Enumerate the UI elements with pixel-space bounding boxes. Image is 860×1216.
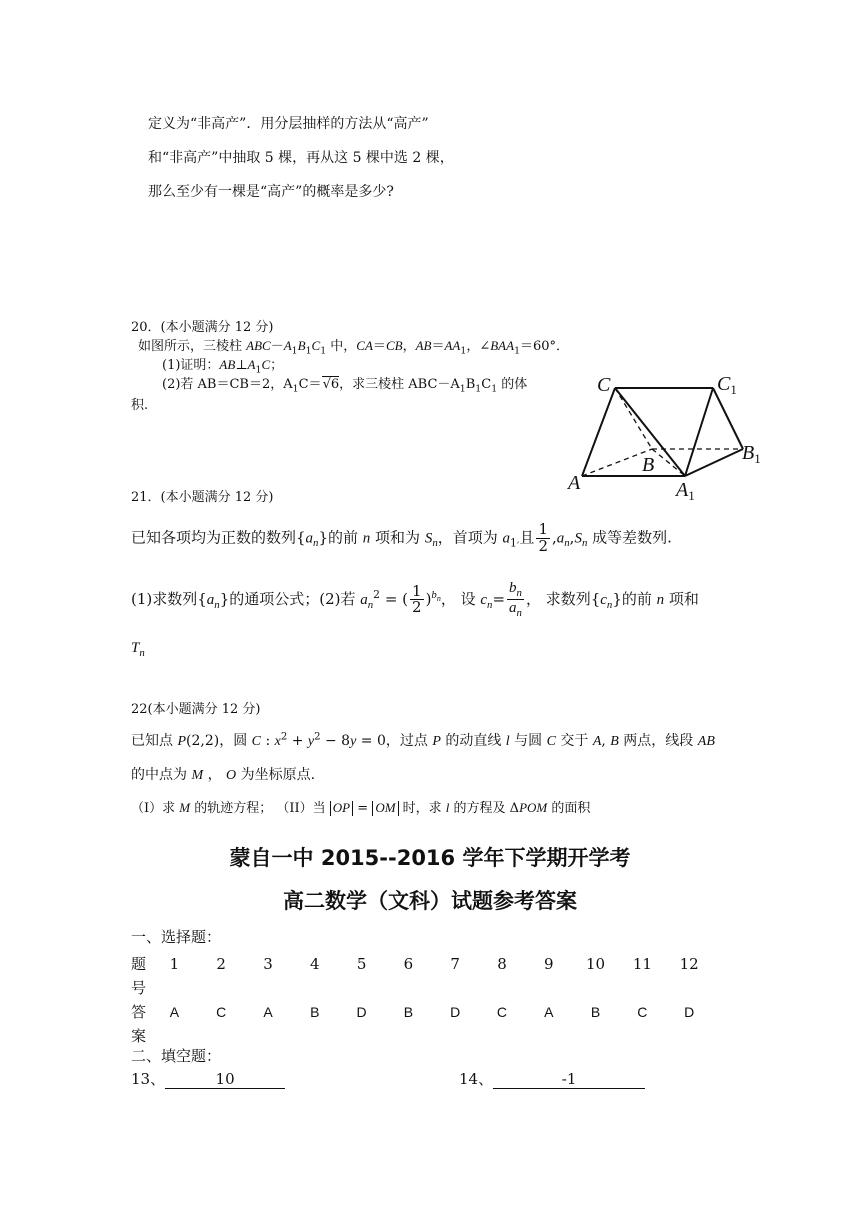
answer-cell: C — [637, 1004, 648, 1020]
row-head-answer: 答 案 — [131, 1003, 147, 1045]
question-number: 11 — [632, 955, 652, 973]
answer-cell: B — [310, 1004, 320, 1020]
fill-answer: -1 — [493, 1070, 645, 1089]
edge-BA1 — [652, 449, 685, 476]
question-number: 5 — [356, 955, 367, 973]
q20-header: 20．(本小题满分 12 分) — [131, 320, 274, 335]
question-number: 12 — [679, 955, 699, 973]
label-A1: $A_1$ — [676, 479, 695, 503]
fill-item-13 — [131, 1068, 285, 1089]
edge-CB — [615, 388, 652, 449]
question-number: 10 — [586, 955, 606, 973]
edge-A1B1 — [685, 449, 743, 476]
answer-cell: A — [263, 1004, 273, 1020]
label-B1: $B_1$ — [742, 442, 761, 466]
answer-cell: D — [684, 1004, 695, 1020]
q22-stem-1: 已知点 P(2,2)，圆 C : $x^2 + y^2 - 8y = 0$，过点 P 的动直线 l 与圆 C 交于 A, B 两点，线段 AB — [131, 731, 715, 749]
table-row-answers — [131, 1000, 713, 1048]
label-B: B — [642, 454, 655, 476]
q19-line-2: 和“非高产”中抽取 5 棵，再从这 5 棵中选 2 棵， — [148, 150, 454, 166]
edge-C1B1 — [713, 388, 743, 449]
row-head-number: 题 号 — [131, 955, 147, 997]
table-row-numbers — [131, 952, 713, 1000]
question-number: 8 — [497, 955, 507, 973]
answer-cell: B — [590, 1004, 601, 1020]
question-number: 2 — [216, 955, 226, 973]
fill-item-14 — [459, 1068, 645, 1089]
fill-label: 14、 — [459, 1070, 494, 1088]
edge-C1A1 — [685, 388, 713, 476]
prism-figure — [560, 368, 770, 504]
q21-stem: 已知各项均为正数的数列$\{a_n\}$的前 n 项和为 $S_n$，首项为 $a_1$,且 $\frac{1}{2}$ $,a_n,S_n$ 成等差数列. — [131, 520, 672, 555]
q20-part-2-cont: 积. — [131, 398, 149, 413]
q21-parts: (1)求数列$\{a_n\}$的通项公式；(2)若 $a_n^2$ = ( $\frac{1}{2}$ )$^{b_n}$， 设 $c_n=$ $\frac{b_n}{a_n}$ ， 求数列$\{c_n\}$的前 n 项和 — [131, 580, 699, 620]
question-number: 9 — [544, 955, 554, 973]
q19-line-1: 定义为“非高产”．用分层抽样的方法从“高产” — [148, 116, 429, 132]
question-number: 3 — [263, 955, 273, 973]
fill-answer: 10 — [165, 1070, 285, 1089]
answer-cell: D — [450, 1004, 461, 1020]
answer-title-1: 蒙自一中 2015--2016 学年下学期开学考 — [229, 846, 631, 870]
label-C1: $C_1$ — [717, 373, 737, 397]
q22-parts: （I）求 M 的轨迹方程； （II）当 OP = OM 时，求 l 的方程及 ΔPOM 的面积 — [131, 800, 591, 816]
answer-cell: C — [216, 1004, 227, 1020]
label-C: C — [597, 374, 611, 396]
question-number: 7 — [450, 955, 460, 973]
q20-stem: 如图所示，三棱柱 $ABC-A_1B_1C_1$ 中，CA＝CB，$AB=AA_1$，$\angle BAA_1=60^\circ$． — [138, 338, 570, 357]
q22-stem-2: 的中点为 M ， O 为坐标原点. — [131, 767, 316, 783]
answer-table — [131, 952, 713, 1048]
section-multiple-choice: 一、选择题： — [131, 928, 222, 946]
q20-part-1: (1)证明：$AB\perp A_1C$； — [162, 357, 284, 376]
edge-CA — [582, 388, 615, 476]
answer-cell: D — [356, 1004, 367, 1020]
q22-header: 22(本小题满分 12 分) — [131, 702, 261, 717]
question-number: 1 — [169, 955, 180, 973]
fill-label: 13、 — [131, 1070, 166, 1088]
answer-title-2: 高二数学（文科）试题参考答案 — [283, 889, 577, 913]
answer-cell: A — [544, 1004, 554, 1020]
section-fill-blank: 二、填空题： — [131, 1047, 222, 1065]
q21-tail: $T_n$ — [131, 640, 145, 659]
label-A: A — [568, 472, 581, 494]
answer-cell: C — [496, 1004, 508, 1020]
q20-part-2: (2)若 AB＝CB＝2，$A_1C=√6$，求三棱柱 $ABC-A_1B_1C_1$ 的体 — [162, 377, 528, 395]
q19-line-3: 那么至少有一棵是“高产”的概率是多少? — [148, 184, 394, 200]
answer-cell: A — [169, 1004, 180, 1020]
question-number: 4 — [310, 955, 320, 973]
question-number: 6 — [403, 955, 414, 973]
answer-cell: B — [403, 1004, 414, 1020]
q21-header: 21．(本小题满分 12 分) — [131, 490, 274, 505]
